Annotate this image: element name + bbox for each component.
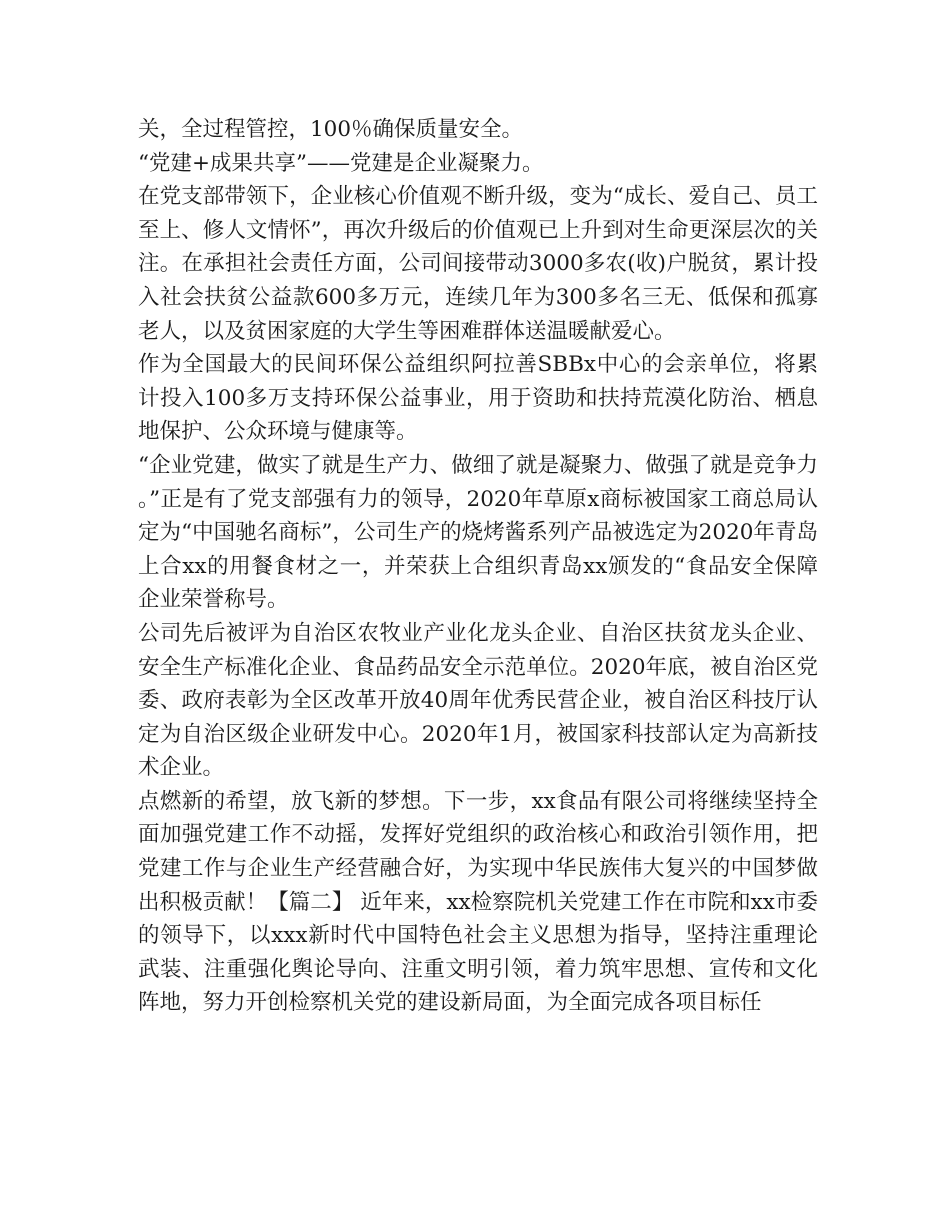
paragraph-4: 作为全国最大的民间环保公益组织阿拉善SBBx中心的会亲单位，将累计投入100多万支持环保公益事业，用于资助和扶持荒漠化防治、栖息地保护、公众环境与健康等。 xyxy=(138,352,818,445)
document-body xyxy=(138,113,818,1020)
paragraph-1: 关，全过程管控，100％确保质量安全。 xyxy=(138,117,524,142)
paragraph-5: “企业党建，做实了就是生产力、做细了就是凝聚力、做强了就是竞争力。”正是有了党支部强有力的领导，2020年草原x商标被国家工商总局认定为“中国驰名商标”，公司生产的烧烤酱系列产品被选定为2020年青岛上合xx的用餐食材之一，并荣获上合组织青岛xx颁发的“食品安全保障企业荣誉称号。 xyxy=(138,452,818,613)
paragraph-2: “党建+成果共享”——党建是企业凝聚力。 xyxy=(138,150,544,176)
paragraph-3: 在党支部带领下，企业核心价值观不断升级，变为“成长、爱自己、员工至上、修人文情怀”，再次升级后的价值观已上升到对生命更深层次的关注。在承担社会责任方面，公司间接带动3000多农(收)户脱贫，累计投入社会扶贫公益款600多万元，连续几年为300多名三无、低保和孤寡老人，以及贫困家庭的大学生等困难群体送温暖献爱心。 xyxy=(138,184,818,344)
paragraph-7: 点燃新的希望，放飞新的梦想。下一步，xx食品有限公司将继续坚持全面加强党建工作不动摇，发挥好党组织的政治核心和政治引领作用，把党建工作与企业生产经营融合好，为实现中华民族伟大复兴的中国梦做出积极贡献！【篇二】 近年来，xx检察院机关党建工作在市院和xx市委的领导下，以xxx新时代中国特色社会主义思想为指导，坚持注重理论武装、注重强化舆论导向、注重文明引领，着力筑牢思想、宣传和文化阵地，努力开创检察机关党的建设新局面，为全面完成各项目标任 xyxy=(138,788,818,1016)
paragraph-6: 公司先后被评为自治区农牧业产业化龙头企业、自治区扶贫龙头企业、安全生产标准化企业、食品药品安全示范单位。2020年底，被自治区党委、政府表彰为全区改革开放40周年优秀民营企业，被自治区科技厅认定为自治区级企业研发中心。2020年1月，被国家科技部认定为高新技术企业。 xyxy=(138,620,818,781)
